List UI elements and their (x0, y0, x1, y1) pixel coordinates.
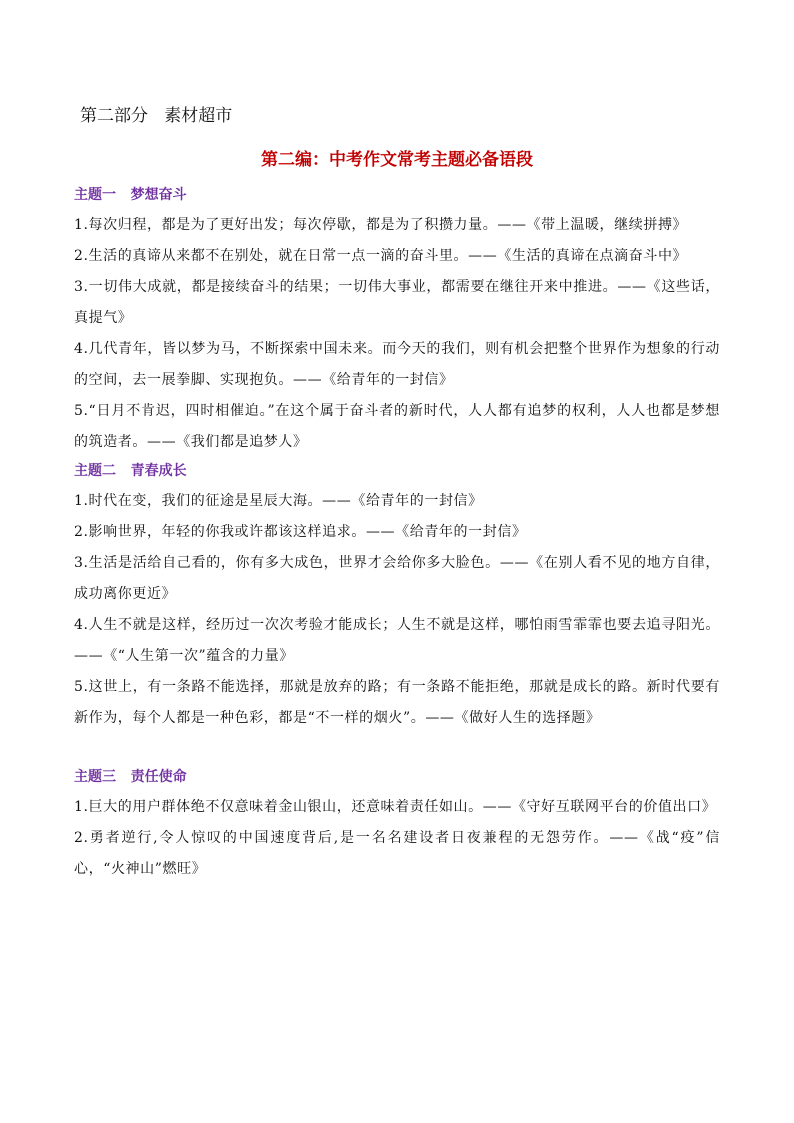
paragraph-item: 5.这世上，有一条路不能选择，那就是放弃的路；有一条路不能拒绝，那就是成长的路。新时代要有新作为，每个人都是一种色彩，都是“不一样的烟火”。——《做好人生的选择题》 (74, 679, 720, 726)
blank-line (74, 734, 720, 764)
paragraph-item: 5.“日月不肯迟，四时相催迫。”在这个属于奋斗者的新时代，人人都有追梦的权利，人人也都是梦想的筑造者。——《我们都是追梦人》 (74, 403, 720, 450)
section-heading: 主题三 责任使命 (74, 769, 187, 785)
paragraph-item: 2.勇者逆行,令人惊叹的中国速度背后,是一名名建设者日夜兼程的无怨劳作。——《战“疫”信心，“火神山”燃旺》 (74, 830, 720, 877)
paragraph-item: 2.影响世界，年轻的你我或许都该这样追求。——《给青年的一封信》 (74, 524, 527, 540)
section-heading: 主题一 梦想奋斗 (74, 187, 187, 203)
paragraph-item: 1.时代在变，我们的征途是星辰大海。——《给青年的一封信》 (74, 493, 483, 509)
paragraph-item: 1.巨大的用户群体绝不仅意味着金山银山，还意味着责任如山。——《守好互联网平台的价值出口》 (74, 799, 717, 815)
paragraph-item: 3.一切伟大成就，都是接续奋斗的结果；一切伟大事业，都需要在继往开来中推进。——《这些话，真提气》 (74, 279, 720, 326)
chapter-title: 第二编：中考作文常考主题必备语段 (261, 150, 533, 170)
paragraph-item: 1.每次归程，都是为了更好出发；每次停歇，都是为了积攒力量。——《带上温暖，继续拼搏》 (74, 217, 688, 233)
paragraph-item: 2.生活的真谛从来都不在别处，就在日常一点一滴的奋斗里。——《生活的真谛在点滴奋斗中》 (74, 248, 688, 264)
section-dream-struggle (74, 184, 720, 458)
section-youth-growth (74, 460, 720, 734)
section-responsibility-mission (74, 766, 720, 885)
paragraph-item: 4.几代青年，皆以梦为马，不断探索中国未来。而今天的我们，则有机会把整个世界作为想象的行动的空间，去一展拳脚、实现抱负。——《给青年的一封信》 (74, 341, 720, 388)
paragraph-item: 4.人生不就是这样，经历过一次次考验才能成长；人生不就是这样，哪怕雨雪霏霏也要去追寻阳光。——《“人生第一次”蕴含的力量》 (74, 617, 720, 664)
section-heading: 主题二 青春成长 (74, 463, 187, 479)
part-title: 第二部分 素材超市 (80, 106, 233, 126)
paragraph-item: 3.生活是活给自己看的，你有多大成色，世界才会给你多大脸色。——《在别人看不见的地方自律，成功离你更近》 (74, 555, 720, 602)
content-body (74, 182, 720, 885)
